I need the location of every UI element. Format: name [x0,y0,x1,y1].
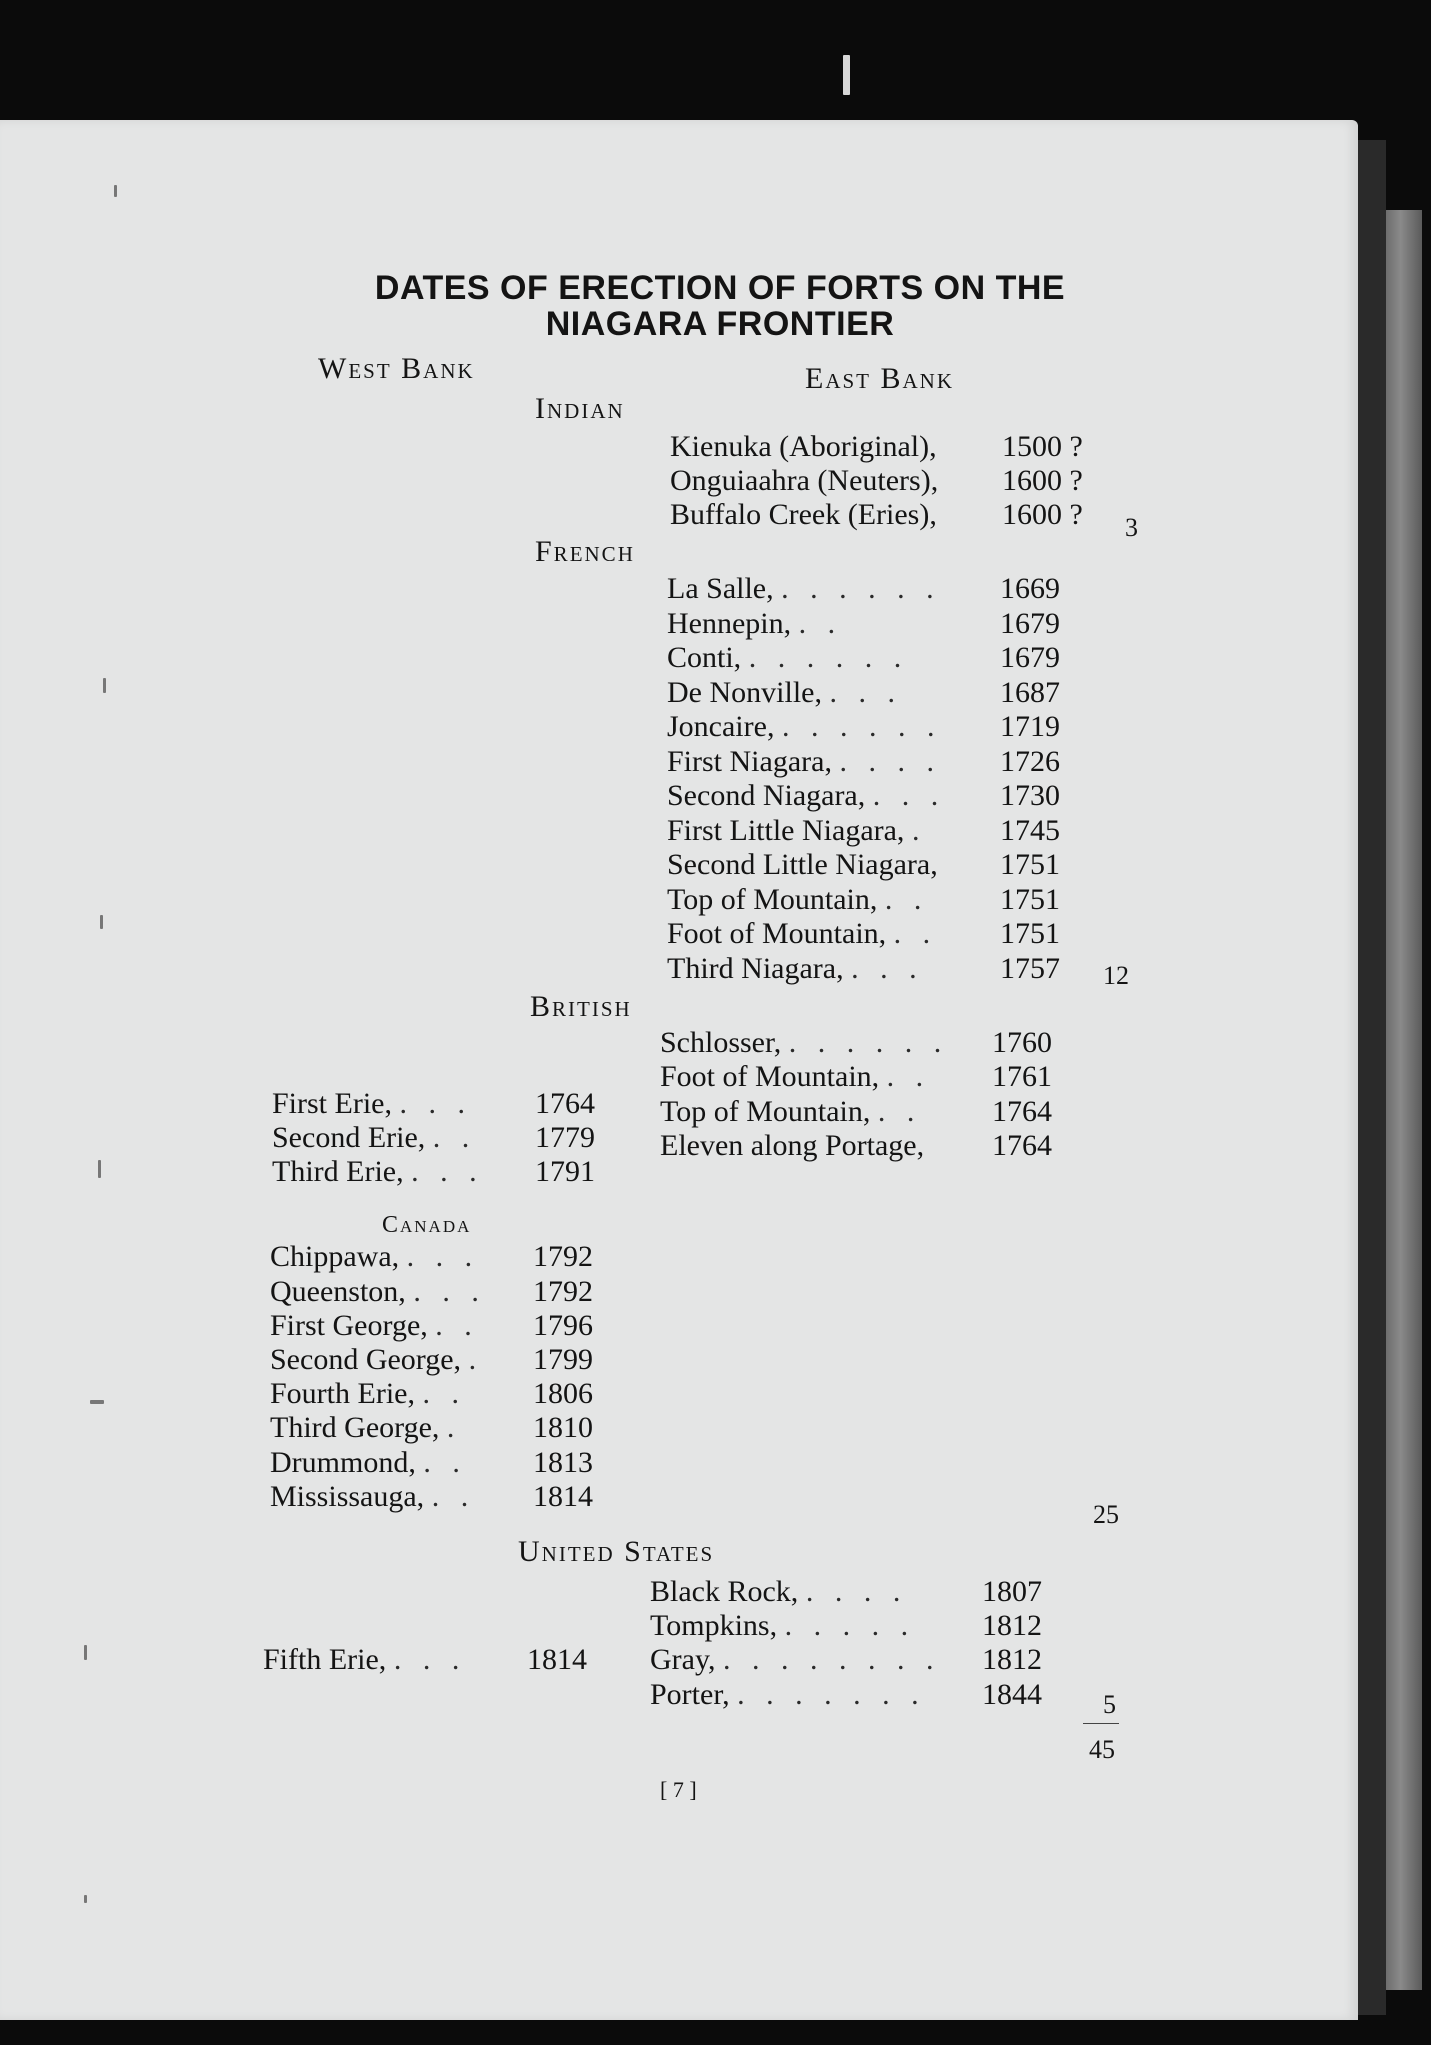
fort-year: 1600 ? [1002,498,1083,531]
leader-dots: . . . [413,1275,486,1308]
leader-dots: . . [884,883,929,916]
leader-dots: . . . . . . . . [723,1643,941,1676]
page-number: [ 7 ] [660,1777,697,1802]
fort-name-text: Fifth Erie, [263,1643,387,1676]
fort-name-text: Second Niagara, [667,779,866,812]
fort-year: 1792 [533,1240,593,1273]
fort-name [650,1609,915,1643]
leader-dots: . . . [406,1240,480,1273]
fort-name [667,779,945,813]
fort-year: 1779 [535,1121,595,1154]
fort-name [650,1678,926,1712]
fort-year: 1751 [1000,848,1060,881]
fort-year: 1719 [1000,710,1060,743]
fort-year: 1792 [533,1275,593,1308]
leader-dots: . [911,814,927,847]
fort-name [270,1446,467,1480]
fort-year: 1764 [992,1095,1052,1128]
fort-name [667,572,941,606]
fort-name-text: Buffalo Creek (Eries), [670,498,937,531]
leader-dots: . . . [851,952,924,985]
fort-name [667,917,937,951]
fort-name-text: Eleven along Portage, [660,1129,925,1162]
fort-year: 1807 [982,1575,1042,1608]
fort-name [660,1095,921,1129]
fort-year: 1726 [1000,745,1060,778]
fort-year: 1791 [535,1155,595,1188]
fort-name-text: First Erie, [272,1087,392,1120]
section-indian: Indian [535,392,625,425]
fort-name [270,1343,483,1377]
total-french: 12 [1103,961,1129,990]
leader-dots: . . [877,1095,922,1128]
leader-dots: . . . . . . . [737,1678,926,1711]
fort-year: 1761 [992,1060,1052,1093]
fort-name-text: La Salle, [667,572,774,605]
fort-year: 1812 [982,1609,1042,1642]
fort-year: 1799 [533,1343,593,1376]
sum-rule [1083,1723,1119,1724]
fort-name [660,1060,930,1094]
leader-dots: . . [423,1446,467,1479]
fort-name-text: Onguiaahra (Neuters), [670,464,939,497]
fort-name-text: Black Rock, [650,1575,799,1608]
fort-year: 1751 [1000,883,1060,916]
fort-name-text: Joncaire, [667,710,775,743]
fort-name [272,1155,484,1189]
fort-name [650,1575,907,1609]
fort-name [272,1087,472,1121]
fort-name [667,710,941,744]
fort-name-text: Third George, [270,1411,440,1444]
leader-dots: . . . . . [784,1609,916,1642]
fort-name [660,1026,948,1060]
fort-name [263,1643,466,1677]
fort-name-text: Fourth Erie, [270,1377,415,1410]
fort-name [667,883,928,917]
fort-name [667,848,938,882]
fort-year: 1760 [992,1026,1052,1059]
leader-dots: . . [886,1060,931,1093]
east-bank-header: East Bank [805,362,955,395]
fort-year: 1814 [533,1480,593,1513]
fort-name [270,1309,479,1343]
fort-name-text: First George, [270,1309,428,1342]
fort-year: 1751 [1000,917,1060,950]
fort-name-text: Second George, [270,1343,462,1376]
page-title [320,270,1120,342]
leader-dots: . . . [393,1643,467,1676]
fort-year: 1812 [982,1643,1042,1676]
fort-name [667,676,902,710]
fort-year: 1730 [1000,779,1060,812]
fort-name [270,1480,475,1514]
fort-year: 1810 [533,1411,593,1444]
fort-year: 1764 [535,1087,595,1120]
fort-name [667,745,941,779]
fort-name-text: Kienuka (Aboriginal), [670,430,937,463]
leader-dots: . . [422,1377,466,1410]
fort-year: 1500 ? [1002,430,1083,463]
fort-name [670,430,937,464]
fort-name-text: Queenston, [270,1275,406,1308]
fort-name-text: Gray, [650,1643,716,1676]
fort-name-text: Mississauga, [270,1480,425,1513]
fort-name-text: Top of Mountain, [667,883,878,916]
fort-year: 1687 [1000,676,1060,709]
leader-dots: . . . [399,1087,472,1120]
section-british: British [530,990,632,1023]
fort-year: 1600 ? [1002,464,1083,497]
section-canada: Canada [382,1212,472,1238]
fort-year: 1764 [992,1129,1052,1162]
fort-name-text: Second Erie, [272,1121,426,1154]
leader-dots: . . [893,917,938,950]
fort-name-text: Hennepin, [667,607,792,640]
fort-year: 1669 [1000,572,1060,605]
fort-name-text: Conti, [667,641,742,674]
fort-name [650,1643,941,1677]
fort-name-text: Top of Mountain, [660,1095,871,1128]
book-spine-edge [1386,210,1422,1990]
fort-name [272,1121,476,1155]
fort-name-text: Third Erie, [272,1155,404,1188]
leader-dots: . . . . . . [781,710,942,743]
leader-dots: . [468,1343,484,1376]
fort-name [270,1377,466,1411]
fort-name-text: First Little Niagara, [667,814,905,847]
fort-name-text: Drummond, [270,1446,416,1479]
fort-name-text: Schlosser, [660,1026,782,1059]
fort-year: 1813 [533,1446,593,1479]
fort-name [270,1240,479,1274]
section-united-states: United States [518,1535,715,1568]
fort-name-text: Tompkins, [650,1609,778,1642]
fort-name [270,1275,486,1309]
leader-dots: . . . . . . [781,572,941,605]
title-line-1: DATES OF ERECTION OF FORTS ON THE [374,269,1066,307]
fort-name [667,814,926,848]
leader-dots: . . [432,1121,477,1154]
fort-name-text: Third Niagara, [667,952,844,985]
fort-name-text: De Nonville, [667,676,822,709]
leader-dots: . . . . . . [788,1026,949,1059]
fort-name [660,1129,924,1163]
title-line-2: NIAGARA FRONTIER [545,305,895,343]
leader-dots: . . [435,1309,479,1342]
leader-dots: . . [798,607,843,640]
fort-year: 1745 [1000,814,1060,847]
leader-dots: . . . . . . [748,641,909,674]
leader-dots: . [446,1411,462,1444]
fort-name [667,641,908,675]
fort-name [670,498,937,532]
fort-year: 1679 [1000,607,1060,640]
west-bank-header: West Bank [318,352,475,385]
fort-year: 1679 [1000,641,1060,674]
fort-year: 1844 [982,1678,1042,1711]
fort-year: 1806 [533,1377,593,1410]
total-british-canada: 25 [1093,1500,1119,1529]
section-french: French [535,535,635,568]
fort-name-text: Second Little Niagara, [667,848,938,881]
book-edge [1358,140,1386,2015]
fort-year: 1796 [533,1309,593,1342]
fort-name [667,952,924,986]
fort-name-text: Chippawa, [270,1240,400,1273]
leader-dots: . . . [872,779,946,812]
grand-total: 45 [1089,1735,1115,1764]
leader-dots: . . . [411,1155,484,1188]
fort-name [670,464,938,498]
fort-name-text: First Niagara, [667,745,832,778]
fort-name [667,607,842,641]
leader-dots: . . . . [839,745,941,778]
total-indian: 3 [1125,513,1138,542]
fort-name-text: Foot of Mountain, [667,917,887,950]
fort-year: 1757 [1000,952,1060,985]
fort-year: 1814 [527,1643,587,1676]
leader-dots: . . . [829,676,902,709]
total-united-states: 5 [1103,1690,1116,1719]
fort-name-text: Porter, [650,1678,730,1711]
fort-name [270,1411,461,1445]
fort-name-text: Foot of Mountain, [660,1060,880,1093]
leader-dots: . . [431,1480,476,1513]
leader-dots: . . . . [805,1575,908,1608]
